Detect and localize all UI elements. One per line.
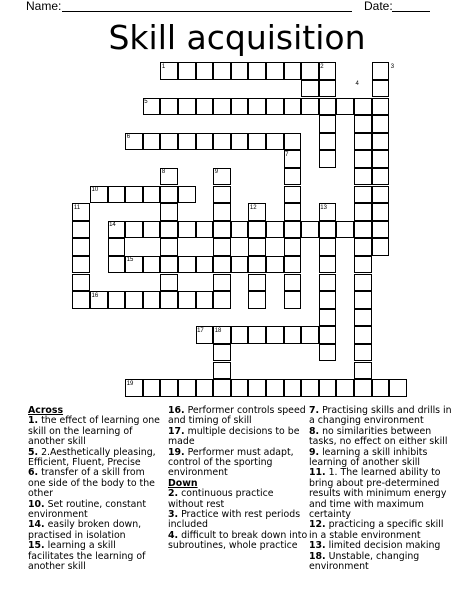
grid-cell[interactable] — [284, 168, 302, 186]
grid-cell[interactable] — [213, 362, 231, 380]
clue-text: the effect of learning one skill on the learning of another skill — [28, 415, 160, 448]
grid-cell[interactable] — [178, 291, 196, 309]
grid-cell[interactable] — [248, 221, 266, 239]
grid-cell[interactable] — [231, 379, 249, 397]
clue-number-label: 11. — [309, 467, 326, 479]
grid-cell[interactable] — [319, 344, 337, 362]
grid-cell[interactable] — [354, 150, 372, 168]
grid-cell[interactable] — [72, 238, 90, 256]
grid-cell[interactable] — [266, 62, 284, 80]
grid-cell[interactable] — [372, 379, 390, 397]
grid-cell[interactable] — [160, 379, 178, 397]
grid-cell[interactable] — [213, 133, 231, 151]
grid-cell[interactable] — [213, 186, 231, 204]
grid-cell[interactable] — [266, 256, 284, 274]
clue-text: 2.Aesthetically pleasing, Efficient, Fluent, Precise — [28, 446, 156, 469]
grid-cell[interactable] — [284, 326, 302, 344]
clue-number-label: 7. — [309, 405, 320, 416]
grid-cell[interactable] — [301, 62, 319, 80]
grid-cell[interactable] — [266, 326, 284, 344]
clue-text: Unstable, changing environment — [309, 550, 420, 573]
clue-text: no similarities between tasks, no effect on either skill — [309, 425, 448, 448]
grid-cell[interactable] — [372, 238, 390, 256]
grid-cell[interactable] — [372, 168, 390, 186]
grid-cell[interactable] — [319, 309, 337, 327]
grid-cell[interactable] — [248, 379, 266, 397]
down-heading: Down — [168, 477, 198, 489]
grid-cell[interactable] — [125, 186, 143, 204]
grid-cell[interactable] — [72, 256, 90, 274]
clue-item — [168, 427, 308, 448]
clue-number: 19 — [126, 380, 134, 387]
clue-number: 2 — [320, 63, 324, 70]
grid-cell[interactable] — [213, 203, 231, 221]
clue-number-label: 2. — [168, 488, 179, 500]
clue-number: 11 — [73, 204, 81, 211]
clue-text: learning a skill inhibits learning of another skill — [309, 446, 428, 469]
grid-cell[interactable] — [213, 291, 231, 309]
clue-item — [309, 406, 454, 427]
grid-cell[interactable] — [231, 133, 249, 151]
clue-number-label: 8. — [309, 425, 320, 437]
grid-cell[interactable] — [354, 291, 372, 309]
grid-cell[interactable] — [213, 274, 231, 292]
grid-cell[interactable] — [160, 186, 178, 204]
clue-item — [28, 500, 163, 521]
grid-cell[interactable] — [266, 133, 284, 151]
grid-cell[interactable] — [372, 150, 390, 168]
grid-cell[interactable] — [178, 221, 196, 239]
clue-number-label: 14. — [28, 519, 45, 531]
grid-cell[interactable] — [284, 62, 302, 80]
grid-cell[interactable] — [160, 203, 178, 221]
grid-cell[interactable] — [372, 62, 390, 80]
grid-cell[interactable] — [160, 274, 178, 292]
grid-cell[interactable] — [196, 221, 214, 239]
grid-cell[interactable] — [248, 274, 266, 292]
clue-number-label: 5. — [28, 446, 39, 458]
grid-cell[interactable] — [319, 221, 337, 239]
clue-number-label: 19. — [168, 446, 185, 458]
grid-cell[interactable] — [284, 274, 302, 292]
grid-cell[interactable] — [354, 238, 372, 256]
clue-text: transfer of a skill from one side of the body to the other — [28, 467, 155, 500]
grid-cell[interactable] — [284, 98, 302, 116]
clue-text: Practice with rest periods included — [168, 509, 301, 531]
clue-text: practicing a specific skill in a stable environment — [309, 519, 444, 541]
clue-number: 16 — [91, 292, 99, 299]
grid-cell[interactable] — [319, 291, 337, 309]
grid-cell[interactable] — [178, 133, 196, 151]
clue-number-label: 15. — [28, 540, 45, 552]
grid-cell[interactable] — [354, 256, 372, 274]
grid-cell[interactable] — [248, 133, 266, 151]
grid-cell[interactable] — [301, 326, 319, 344]
across-heading: Across — [28, 405, 64, 416]
grid-cell[interactable] — [354, 309, 372, 327]
clue-number: 17 — [197, 327, 204, 334]
clue-text: limited decision making — [325, 540, 441, 552]
grid-cell[interactable] — [336, 98, 354, 116]
clue-number-label: 13. — [309, 540, 326, 552]
grid-cell[interactable] — [196, 62, 214, 80]
clue-item — [168, 531, 308, 552]
grid-cell[interactable] — [125, 221, 143, 239]
grid-cell[interactable] — [143, 379, 161, 397]
grid-cell[interactable] — [354, 362, 372, 380]
clue-number: 4 — [355, 81, 359, 88]
grid-cell[interactable] — [319, 150, 337, 168]
clue-item — [168, 448, 308, 479]
grid-cell[interactable] — [301, 80, 319, 98]
clue-number-label: 6. — [28, 467, 39, 479]
clue-text: Performer controls speed and timing of skill — [168, 405, 306, 427]
grid-cell[interactable] — [231, 326, 249, 344]
grid-cell[interactable] — [354, 168, 372, 186]
grid-cell[interactable] — [319, 379, 337, 397]
grid-cell[interactable] — [389, 379, 407, 397]
grid-cell[interactable] — [213, 379, 231, 397]
clue-text: 1. The learned ability to bring about pre-determined results with minimum energy and time with maximum certainty — [309, 467, 447, 521]
grid-cell[interactable] — [178, 256, 196, 274]
clues-down-column — [309, 406, 454, 573]
date-label: Date: — [364, 0, 393, 13]
grid-cell[interactable] — [213, 256, 231, 274]
clue-number-label: 17. — [168, 425, 185, 437]
grid-cell[interactable] — [213, 221, 231, 239]
grid-cell[interactable] — [143, 291, 161, 309]
grid-cell[interactable] — [248, 238, 266, 256]
grid-cell[interactable] — [108, 186, 126, 204]
grid-cell[interactable] — [143, 221, 161, 239]
clue-number: 15 — [126, 257, 134, 264]
clue-number-label: 3. — [168, 509, 179, 521]
grid-cell[interactable] — [72, 221, 90, 239]
clue-item — [309, 552, 454, 573]
clue-item — [28, 541, 163, 572]
grid-cell[interactable] — [72, 291, 90, 309]
clue-text: Performer must adapt, control of the sporting environment — [168, 446, 294, 479]
clue-item — [309, 427, 454, 448]
grid-cell[interactable] — [108, 291, 126, 309]
grid-cell[interactable] — [319, 80, 337, 98]
grid-cell[interactable] — [213, 98, 231, 116]
clue-item — [168, 489, 308, 510]
clue-text: multiple decisions to be made — [168, 425, 300, 448]
grid-cell[interactable] — [196, 98, 214, 116]
grid-cell[interactable] — [284, 379, 302, 397]
clue-number: 10 — [91, 187, 99, 193]
clue-number-label: 1. — [28, 415, 39, 427]
clue-number: 6 — [126, 134, 131, 141]
grid-cell[interactable] — [196, 291, 214, 309]
clue-item — [28, 416, 163, 447]
grid-cell[interactable] — [372, 186, 390, 204]
grid-cell[interactable] — [372, 115, 390, 133]
clue-item — [168, 510, 308, 531]
grid-cell[interactable] — [372, 80, 390, 98]
clue-item — [309, 468, 454, 520]
grid-cell[interactable] — [354, 203, 372, 221]
clue-item — [168, 406, 308, 427]
clue-number: 3 — [390, 63, 395, 70]
grid-cell[interactable] — [178, 379, 196, 397]
grid-cell[interactable] — [301, 379, 319, 397]
grid-cell[interactable] — [108, 238, 126, 256]
grid-cell[interactable] — [354, 115, 372, 133]
clue-text: learning a skill facilitates the learning of another skill — [28, 540, 146, 573]
grid-cell[interactable] — [160, 291, 178, 309]
page-title: Skill acquisition — [108, 18, 366, 57]
grid-cell[interactable] — [301, 98, 319, 116]
grid-cell[interactable] — [160, 238, 178, 256]
grid-cell[interactable] — [336, 379, 354, 397]
clue-item — [28, 468, 163, 499]
grid-cell[interactable] — [319, 326, 337, 344]
clue-text: Set routine, constant environment — [28, 498, 146, 521]
grid-cell[interactable] — [72, 274, 90, 292]
grid-cell[interactable] — [231, 221, 249, 239]
grid-cell[interactable] — [143, 186, 161, 204]
clue-text: easily broken down, practised in isolation — [28, 519, 142, 541]
clues-across-column — [28, 406, 163, 573]
grid-cell[interactable] — [372, 221, 390, 239]
grid-cell[interactable] — [248, 98, 266, 116]
grid-cell[interactable] — [196, 256, 214, 274]
grid-cell[interactable] — [160, 98, 178, 116]
grid-cell[interactable] — [213, 62, 231, 80]
clue-number-label: 16. — [168, 405, 185, 416]
grid-cell[interactable] — [178, 62, 196, 80]
grid-cell[interactable] — [125, 291, 143, 309]
grid-cell[interactable] — [108, 256, 126, 274]
grid-cell[interactable] — [178, 98, 196, 116]
grid-cell[interactable] — [354, 326, 372, 344]
grid-cell[interactable] — [143, 256, 161, 274]
clue-number-label: 9. — [309, 446, 320, 458]
grid-cell[interactable] — [319, 274, 337, 292]
grid-cell[interactable] — [160, 256, 178, 274]
clue-number: 12 — [249, 204, 257, 211]
grid-cell[interactable] — [160, 221, 178, 239]
grid-cell[interactable] — [231, 256, 249, 274]
grid-cell[interactable] — [354, 98, 372, 116]
grid-cell[interactable] — [213, 344, 231, 362]
clue-item — [28, 520, 163, 541]
clue-item — [309, 448, 454, 469]
clue-number: 1 — [161, 63, 166, 70]
grid-cell[interactable] — [284, 238, 302, 256]
grid-cell[interactable] — [231, 62, 249, 80]
grid-cell[interactable] — [354, 133, 372, 151]
clue-number: 5 — [144, 99, 148, 105]
grid-cell[interactable] — [372, 98, 390, 116]
grid-cell[interactable] — [319, 133, 337, 151]
grid-cell[interactable] — [266, 379, 284, 397]
grid-cell[interactable] — [284, 133, 302, 151]
grid-cell[interactable] — [336, 221, 354, 239]
name-label: Name: — [26, 0, 62, 13]
clue-item — [28, 448, 163, 469]
grid-cell[interactable] — [372, 203, 390, 221]
clue-number-label: 10. — [28, 498, 45, 510]
grid-cell[interactable] — [319, 256, 337, 274]
grid-cell[interactable] — [372, 133, 390, 151]
clue-number: 7 — [285, 151, 289, 158]
grid-cell[interactable] — [266, 221, 284, 239]
grid-cell[interactable] — [284, 203, 302, 221]
grid-cell[interactable] — [248, 291, 266, 309]
grid-cell[interactable] — [284, 221, 302, 239]
grid-cell[interactable] — [301, 221, 319, 239]
grid-cell[interactable] — [354, 344, 372, 362]
grid-cell[interactable] — [284, 291, 302, 309]
grid-cell[interactable] — [354, 186, 372, 204]
clue-text: difficult to break down into subroutines, whole practice — [168, 529, 308, 552]
clues-middle-column — [168, 406, 308, 552]
grid-cell[interactable] — [160, 133, 178, 151]
grid-cell[interactable] — [248, 62, 266, 80]
grid-cell[interactable] — [143, 133, 161, 151]
grid-cell[interactable] — [319, 238, 337, 256]
clue-number: 13 — [320, 204, 327, 211]
grid-cell[interactable] — [284, 186, 302, 204]
grid-cell[interactable] — [319, 98, 337, 116]
clue-number-label: 4. — [168, 529, 179, 541]
grid-cell[interactable] — [284, 256, 302, 274]
clue-text: continuous practice without rest — [168, 488, 274, 510]
grid-cell[interactable] — [196, 133, 214, 151]
grid-cell[interactable] — [354, 379, 372, 397]
clue-number: 9 — [214, 169, 219, 176]
clue-number: 18 — [214, 327, 222, 334]
grid-cell[interactable] — [354, 274, 372, 292]
grid-cell[interactable] — [248, 256, 266, 274]
grid-cell[interactable] — [354, 221, 372, 239]
grid-cell[interactable] — [213, 238, 231, 256]
grid-cell[interactable] — [231, 98, 249, 116]
clue-number: 14 — [109, 222, 116, 229]
clue-item — [309, 520, 454, 541]
grid-cell[interactable] — [196, 379, 214, 397]
grid-cell[interactable] — [319, 115, 337, 133]
clue-number-label: 18. — [309, 550, 326, 562]
grid-cell[interactable] — [248, 326, 266, 344]
grid-cell[interactable] — [266, 98, 284, 116]
clue-number: 8 — [161, 169, 166, 176]
clue-text: Practising skills and drills in a changing environment — [309, 405, 452, 427]
clue-number-label: 12. — [309, 519, 326, 531]
grid-cell[interactable] — [178, 186, 196, 204]
